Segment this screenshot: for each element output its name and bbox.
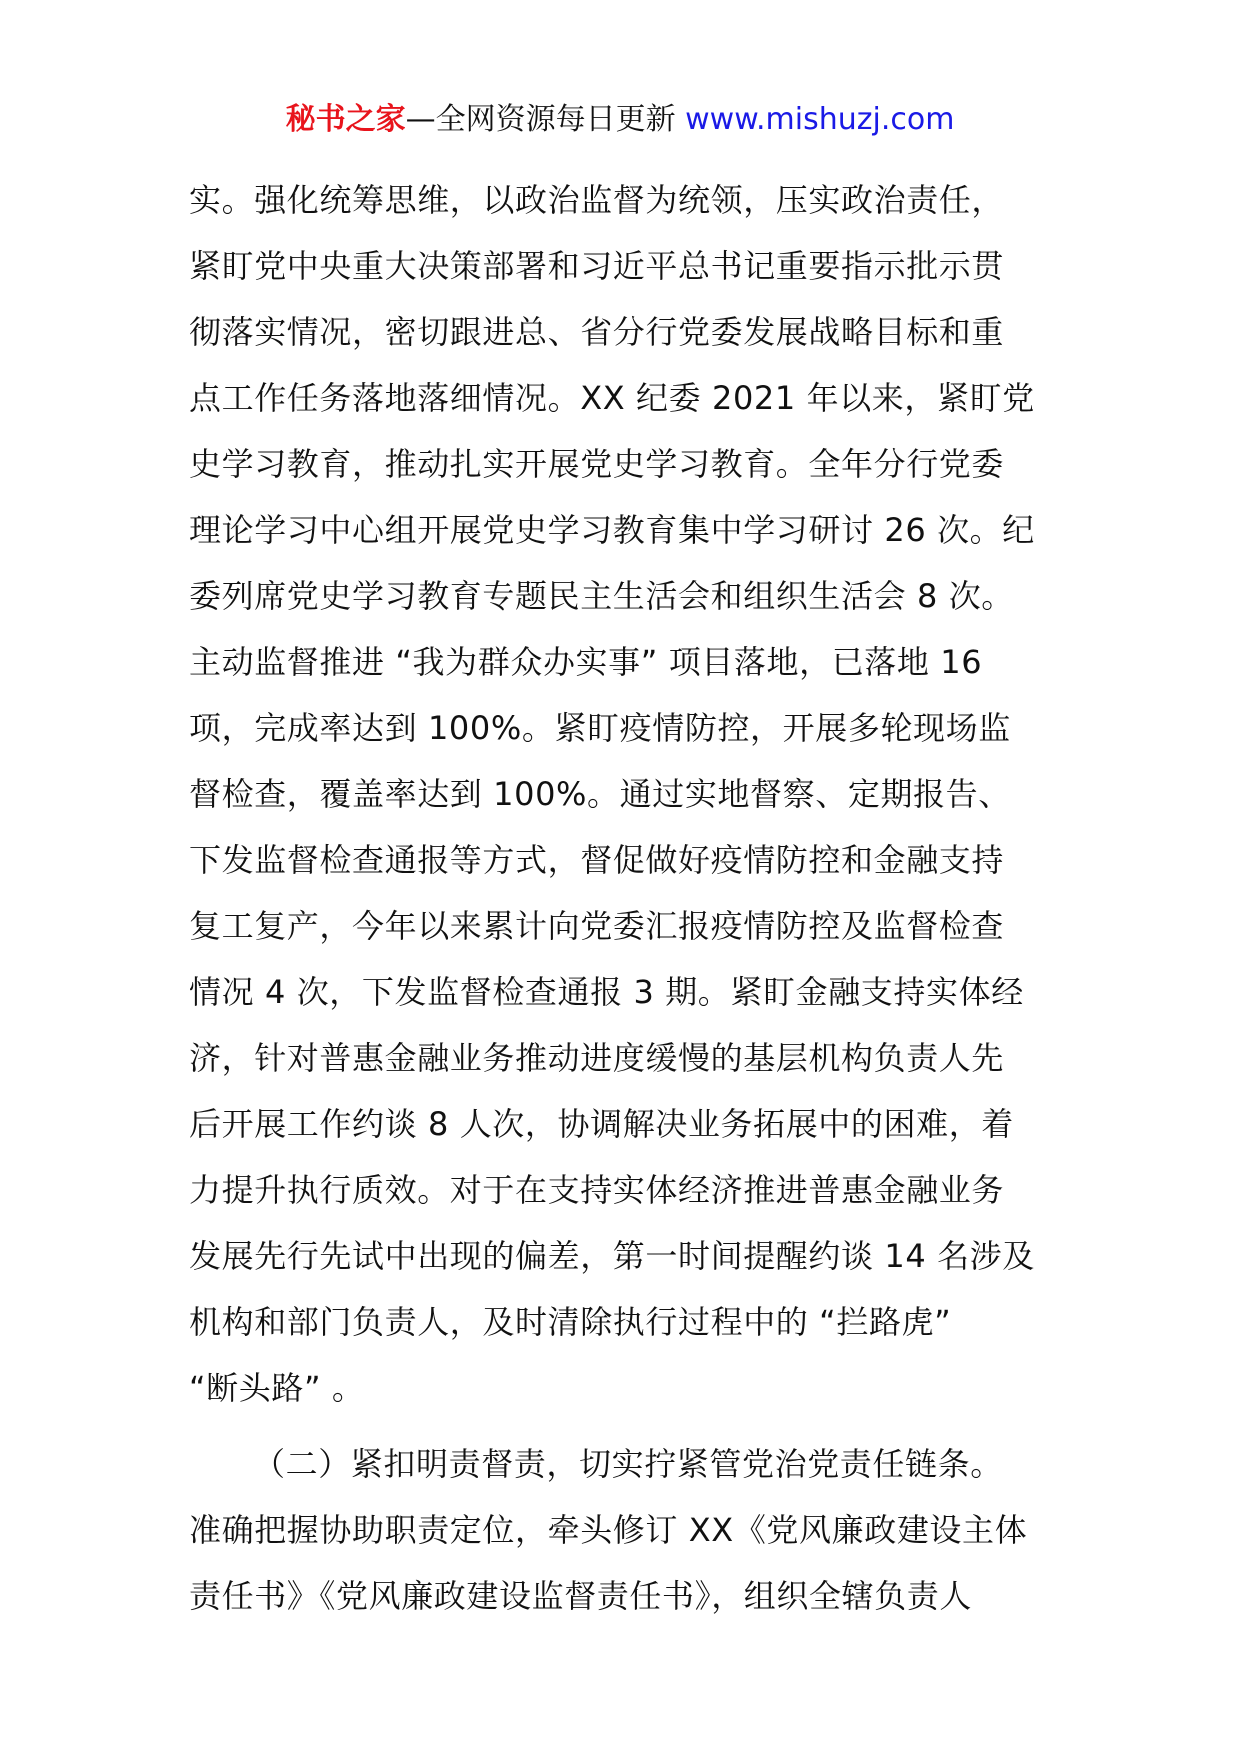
text-line: 紧盯党中央重大决策部署和习近平总书记重要指示批示贯	[189, 247, 1005, 285]
text-line: 情况 4 次，下发监督检查通报 3 期。紧盯金融支持实体经	[189, 973, 1024, 1011]
text-line: 理论学习中心组开展党史学习教育集中学习研讨 26 次。纪	[189, 511, 1035, 549]
site-brand: 秘书之家	[285, 102, 406, 137]
site-url-link[interactable]: www.mishuzj.com	[685, 102, 955, 137]
text-line: 后开展工作约谈 8 人次，协调解决业务拓展中的困难，着	[189, 1105, 1014, 1143]
text-line: 督检查，覆盖率达到 100%。通过实地督察、定期报告、	[189, 775, 1011, 813]
text-line: 实。强化统筹思维，以政治监督为统领，压实政治责任，	[189, 181, 1005, 219]
text-line: 准确把握协助职责定位，牵头修订 XX《党风廉政建设主体	[189, 1511, 1028, 1549]
text-line: 机构和部门负责人，及时清除执行过程中的 “拦路虎”	[189, 1303, 952, 1341]
text-line: 史学习教育，推动扎实开展党史学习教育。全年分行党委	[189, 445, 1005, 483]
text-line: 点工作任务落地落细情况。XX 纪委 2021 年以来，紧盯党	[189, 379, 1035, 417]
text-line: 责任书》《党风廉政建设监督责任书》，组织全辖负责人	[189, 1577, 973, 1615]
document-body	[189, 167, 1069, 1629]
text-line: 彻落实情况，密切跟进总、省分行党委发展战略目标和重	[189, 313, 1005, 351]
paragraph-2	[189, 1431, 1069, 1629]
text-line: 复工复产，今年以来累计向党委汇报疫情防控及监督检查	[189, 907, 1005, 945]
paragraph-1	[189, 167, 1069, 1421]
site-header	[0, 100, 1240, 140]
section-heading: （二）紧扣明责督责，切实拧紧管党治党责任链条。	[253, 1445, 1003, 1483]
text-line: 发展先行先试中出现的偏差，第一时间提醒约谈 14 名涉及	[189, 1237, 1035, 1275]
text-line: 下发监督检查通报等方式，督促做好疫情防控和金融支持	[189, 841, 1005, 879]
text-line: 力提升执行质效。对于在支持实体经济推进普惠金融业务	[189, 1171, 1005, 1209]
text-line: 主动监督推进 “我为群众办实事” 项目落地，已落地 16	[189, 643, 983, 681]
text-line: 济，针对普惠金融业务推动进度缓慢的基层机构负责人先	[189, 1039, 1005, 1077]
text-line: “断头路” 。	[189, 1369, 365, 1407]
text-line: 委列席党史学习教育专题民主生活会和组织生活会 8 次。	[189, 577, 1014, 615]
site-slogan: —全网资源每日更新	[405, 102, 686, 137]
paragraph-gap	[189, 1421, 1069, 1431]
text-line: 项，完成率达到 100%。紧盯疫情防控，开展多轮现场监	[189, 709, 1011, 747]
